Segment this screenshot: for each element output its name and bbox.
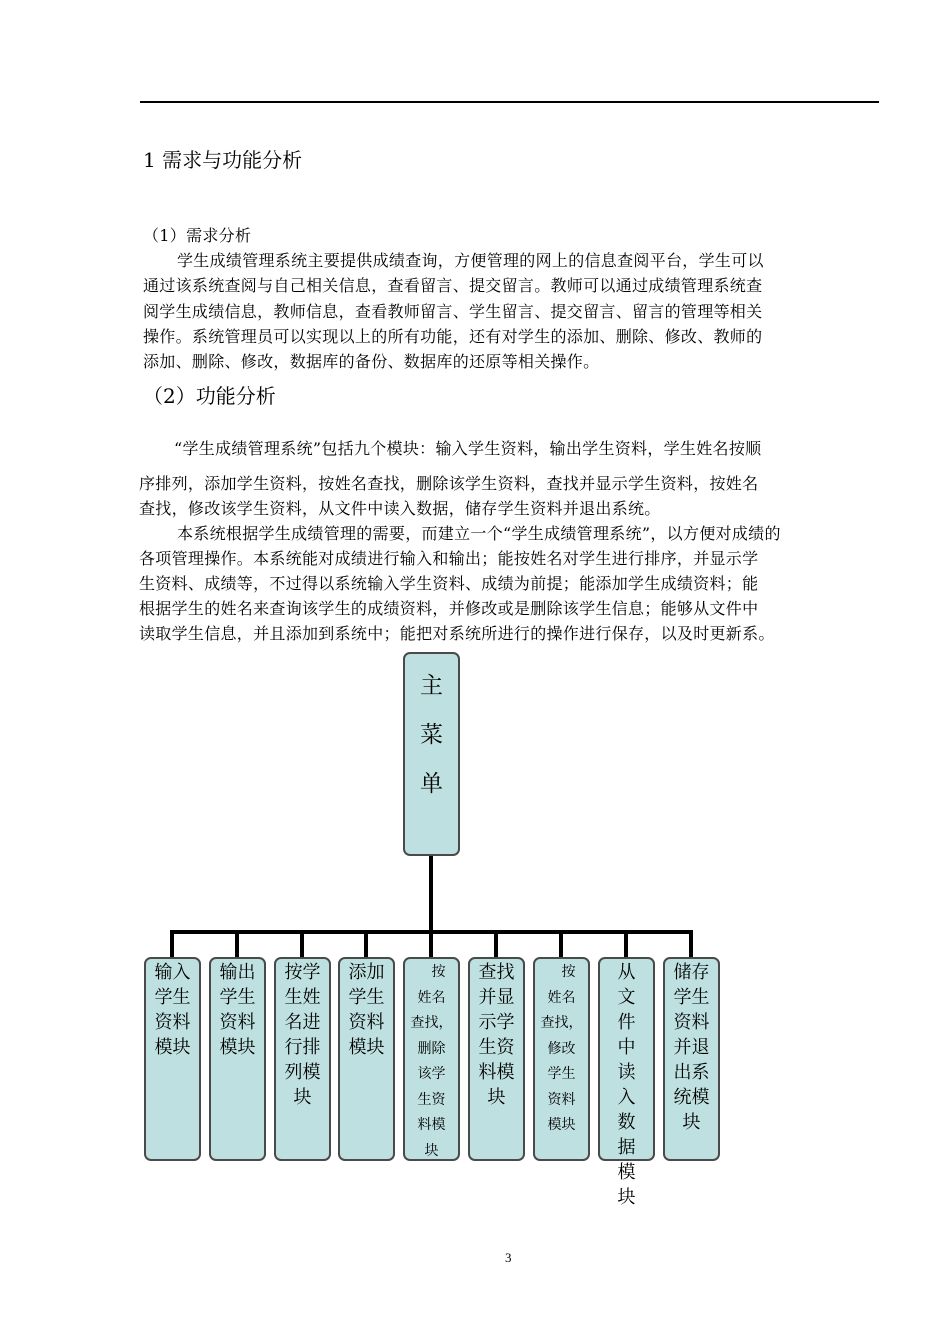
branch-connector [235,930,239,958]
module-label-line: 块 [682,1112,701,1133]
para3-line-5: 读取学生信息，并且添加到系统中；能把对系统所进行的操作进行保存，以及时更新系。 [139,624,775,643]
main-menu-box [403,652,460,856]
module-label-line: 生姓 [284,987,321,1008]
module-label-line: 料模 [478,1062,515,1083]
module-label-line: 储存 [673,962,710,983]
module-label-line: 模块 [154,1037,191,1058]
module-label-line: 件 中 [617,1012,654,1058]
module-label-line: 修改 [547,1040,576,1057]
module-label-line: 生资 [478,1037,515,1058]
module-label-line: 按 [417,964,446,980]
module-label-line: 示学 [478,1012,515,1033]
main-menu-char: 单 [420,771,443,797]
module-box-read-file [598,957,655,1208]
module-label-line: 统模 [673,1087,710,1108]
module-label-line: 数 据 [617,1112,654,1158]
para1-line-2: 通过该系统查阅与自己相关信息，查看留言、提交留言。教师可以通过成绩管理系统查 [143,276,763,295]
para2-line-3: 查找，修改该学生资料，从文件中读入数据，储存学生资料并退出系统。 [139,499,661,518]
module-label-line: 按 [547,964,576,980]
module-label-line: 输入 [154,962,191,983]
main-menu-char: 主 [420,673,443,699]
module-label-line: 学生 [154,987,191,1008]
branch-connector [689,930,693,958]
para1-line-5: 添加、删除、修改，数据库的备份、数据库的还原等相关操作。 [143,352,600,371]
module-label-line: 删除 [417,1040,446,1057]
module-label-line: 块 [293,1087,312,1108]
branch-connector [494,930,498,958]
branch-connector [624,930,628,958]
module-label-line: 资料 [673,1012,710,1033]
module-box-input [144,957,201,1161]
module-label-line: 模块 [219,1037,256,1058]
module-box-output [209,957,266,1161]
module-label-line: 并退 [673,1037,710,1058]
module-box-save-exit [663,957,720,1161]
module-label-line: 姓名 [547,989,576,1006]
module-label-line: 资料 [348,1012,385,1033]
module-label-line: 生资 [417,1091,446,1108]
module-box-sort [274,957,331,1161]
module-label-line: 从 文 [617,962,654,1008]
module-label-line: 添加 [348,962,385,983]
module-label-line: 名进 [284,1012,321,1033]
trunk-connector [429,856,433,932]
module-label-line: 行排 [284,1037,321,1058]
module-label-line: 学生 [673,987,710,1008]
module-box-find-modify [533,957,590,1161]
module-label-line: 查找， [410,1015,453,1031]
branch-connector [429,930,433,958]
module-label-line: 资料 [547,1091,576,1108]
module-box-add [338,957,395,1161]
module-label-line: 查找 [478,962,515,983]
page-number: 3 [505,1250,512,1265]
module-label-line: 学生 [547,1066,576,1082]
module-label-line: 模 块 [617,1162,654,1208]
module-label-line: 料模 [417,1117,446,1133]
main-menu-char: 菜 [420,722,443,748]
para3-line-2: 各项管理操作。本系统能对成绩进行输入和输出；能按姓名对学生进行排序，并显示学 [139,549,759,568]
module-label-line: 读 入 [617,1062,654,1108]
module-label-line: 资料 [154,1012,191,1033]
branch-connector [170,930,174,958]
branch-connector [559,930,563,958]
branch-connector [300,930,304,958]
para1-line-1: 学生成绩管理系统主要提供成绩查询，方便管理的网上的信息查阅平台，学生可以 [177,251,764,270]
para1-line-4: 操作。系统管理员可以实现以上的所有功能，还有对学生的添加、删除、修改、教师的 [143,327,763,346]
module-label-line: 模块 [348,1037,385,1058]
module-label-line: 姓名 [417,989,446,1006]
header-rule [140,101,879,103]
para2-line-1: “学生成绩管理系统”包括九个模块：输入学生资料，输出学生资料，学生姓名按顺 [174,439,762,458]
para2-line-2: 序排列，添加学生资料，按姓名查找，删除该学生资料，查找并显示学生资料，按姓名 [139,474,759,493]
module-label-line: 列模 [284,1062,321,1083]
module-box-find-delete [403,957,460,1161]
section-title: 1 需求与功能分析 [143,148,303,172]
subsection-heading-functions: （2）功能分析 [143,384,276,408]
module-box-find-show [468,957,525,1161]
para3-line-3: 生资料、成绩等，不过得以系统输入学生资料、成绩为前提；能添加学生成绩资料；能 [139,574,759,593]
module-label-line: 出系 [673,1062,710,1083]
module-label-line: 学生 [219,987,256,1008]
module-label-line: 按学 [284,962,321,983]
module-label-line: 查找， [540,1015,583,1031]
para3-line-1: 本系统根据学生成绩管理的需要，而建立一个“学生成绩管理系统”，以方便对成绩的 [177,524,781,543]
para3-line-4: 根据学生的姓名来查询该学生的成绩资料，并修改或是删除该学生信息；能够从文件中 [139,599,759,618]
para1-line-3: 阅学生成绩信息，教师信息，查看教师留言、学生留言、提交留言、留言的管理等相关 [143,302,763,321]
branch-connector [364,930,368,958]
module-label-line: 并显 [478,987,515,1008]
module-label-line: 块 [424,1142,439,1159]
module-label-line: 该学 [417,1066,446,1082]
module-label-line: 资料 [219,1012,256,1033]
module-label-line: 块 [487,1087,506,1108]
subsection-heading-requirements: （1）需求分析 [143,226,252,245]
module-label-line: 输出 [219,962,256,983]
module-label-line: 学生 [348,987,385,1008]
module-label-line: 模块 [547,1117,576,1133]
